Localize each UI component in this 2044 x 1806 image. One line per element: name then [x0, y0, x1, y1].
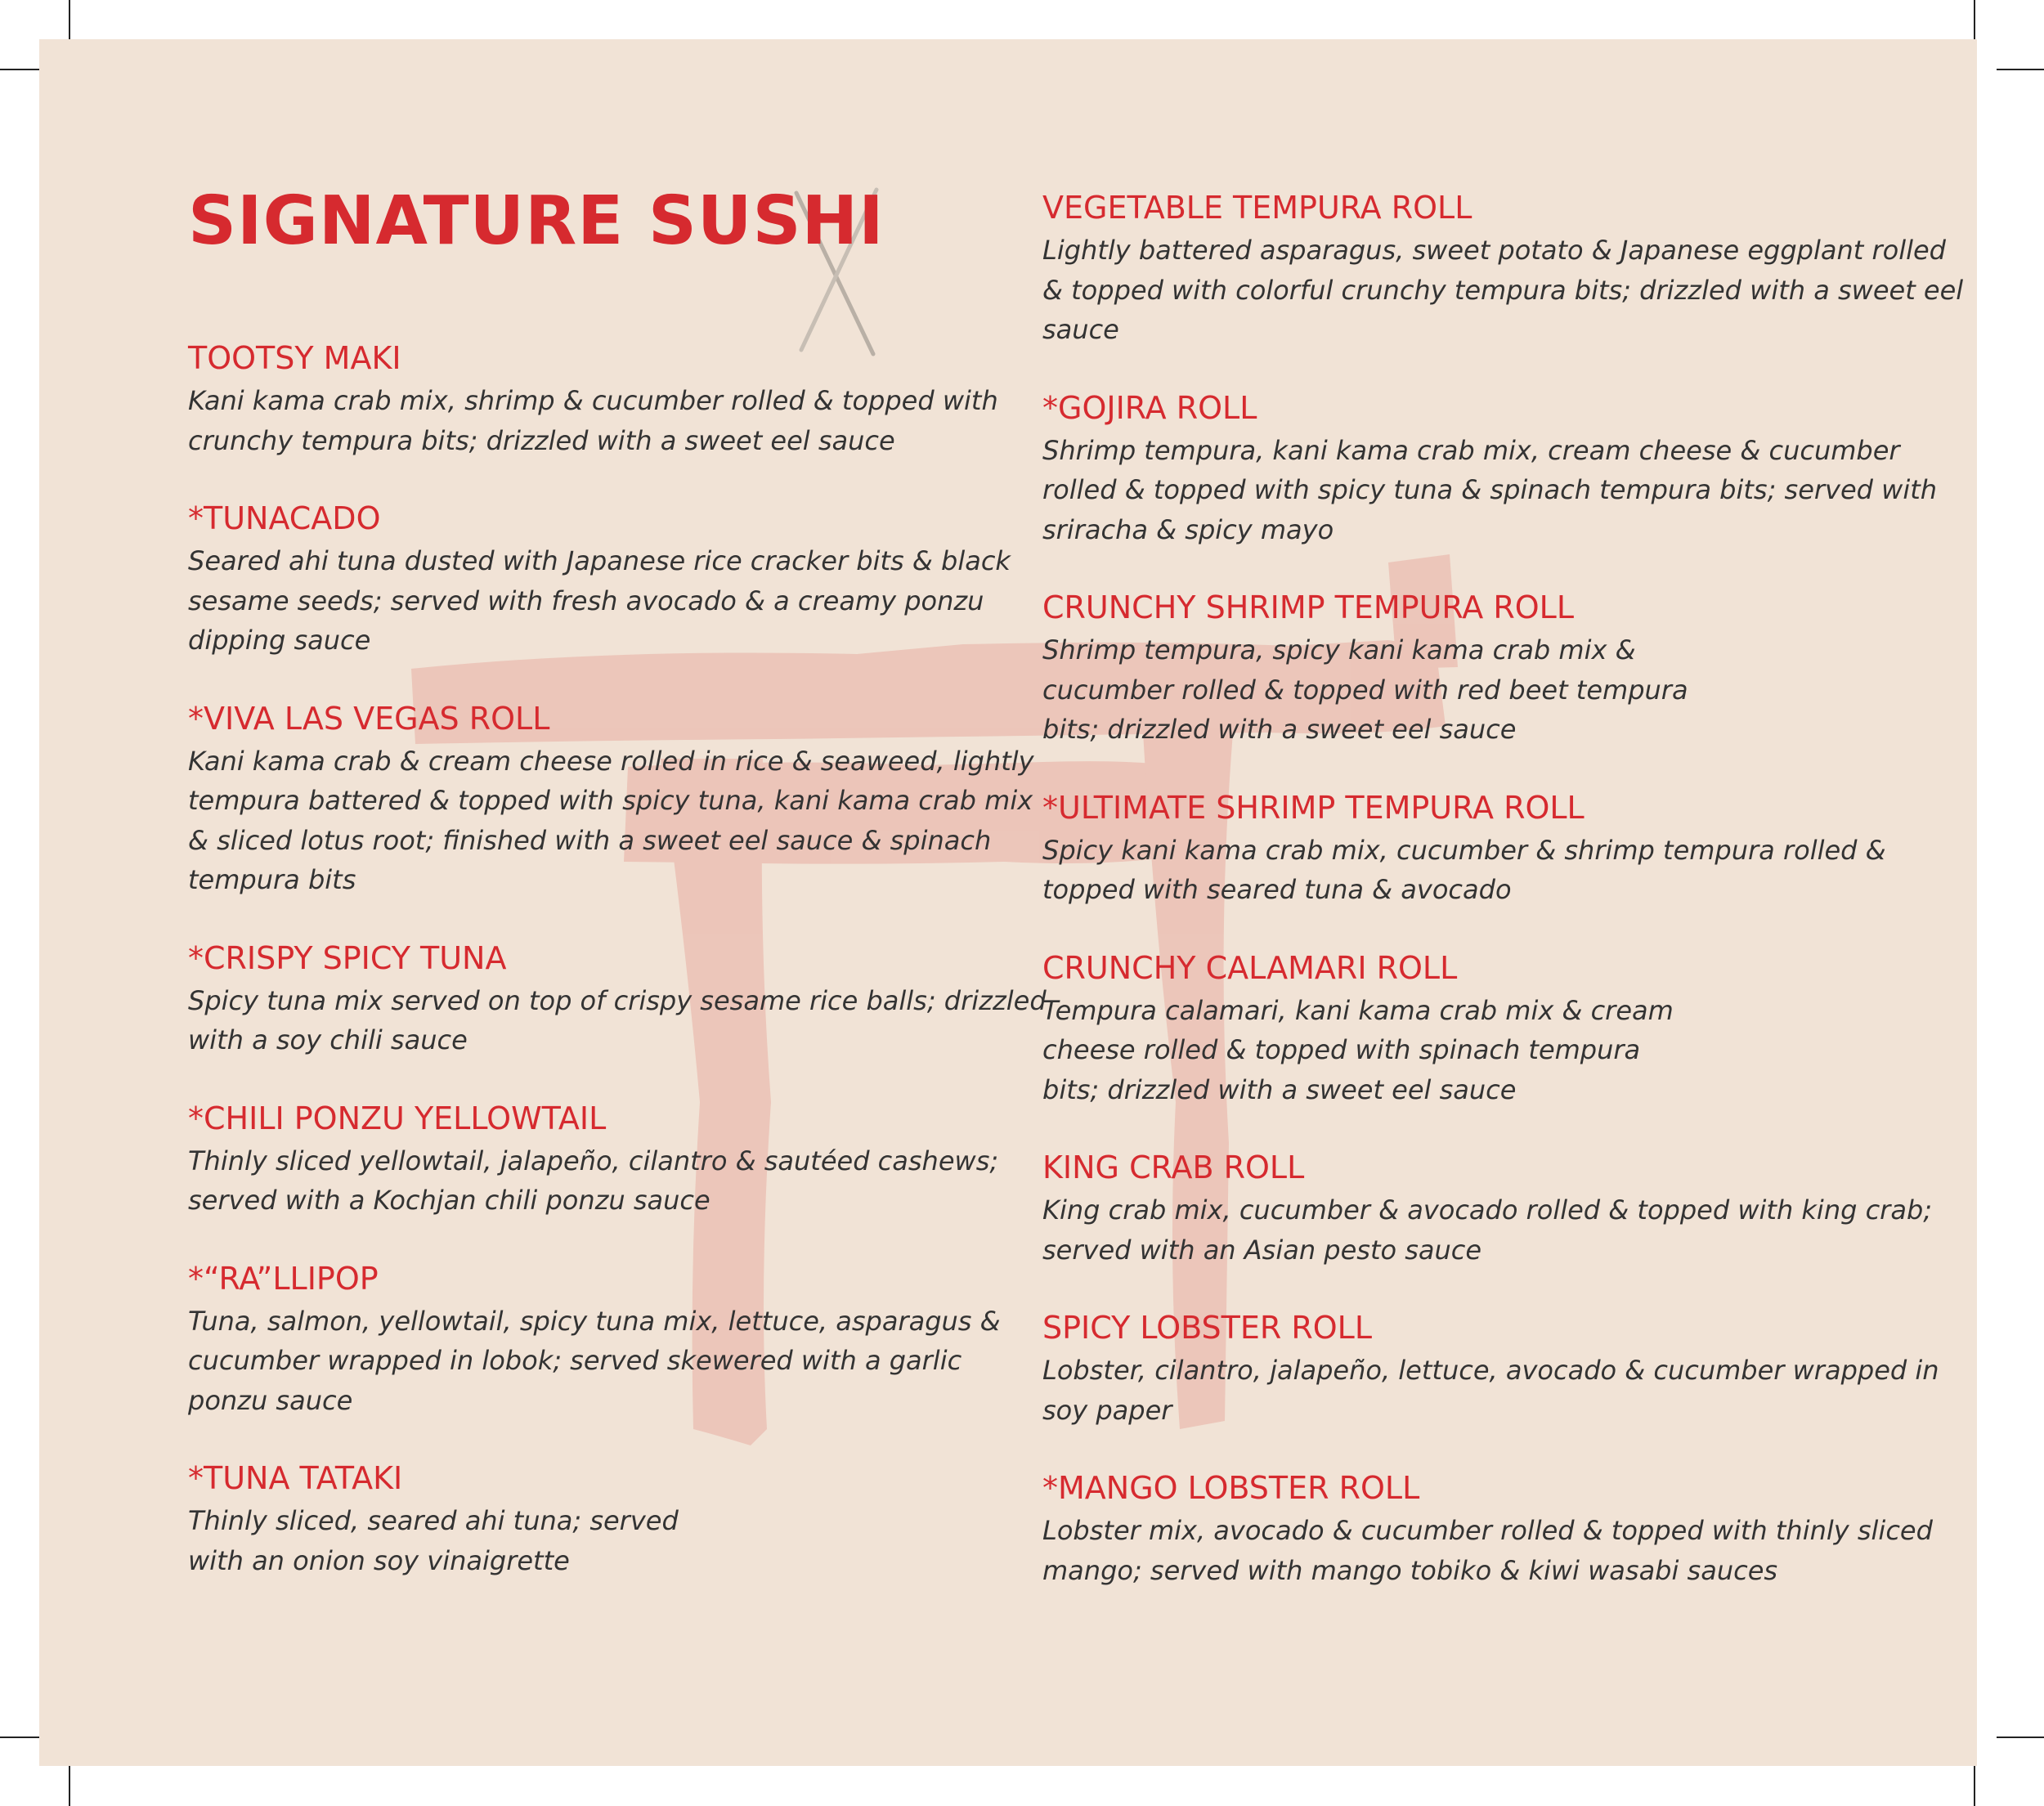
menu-item-description: Lobster, cilantro, jalapeño, lettuce, avocado & cucumber wrapped in soy paper	[1042, 1355, 1939, 1426]
menu-item-name: CRUNCHY SHRIMP TEMPURA ROLL	[1042, 589, 1574, 625]
menu-item	[1042, 388, 1966, 550]
menu-item	[1042, 1148, 1966, 1270]
menu-item	[188, 1459, 1047, 1580]
menu-item-name: *VIVA LAS VEGAS ROLL	[188, 700, 550, 737]
menu-item-description: Thinly sliced, seared ahi tuna; served with an onion soy vinaigrette	[188, 1505, 679, 1576]
menu-item-name: CRUNCHY CALAMARI ROLL	[1042, 949, 1458, 986]
menu-item	[188, 1259, 1047, 1421]
menu-item-description: Lobster mix, avocado & cucumber rolled & topped with thinly sliced mango; served with mango tobiko & kiwi wasabi sauces	[1042, 1515, 1933, 1586]
crop-mark	[1997, 1737, 2044, 1738]
menu-item-name: *CHILI PONZU YELLOWTAIL	[188, 1100, 607, 1136]
menu-item	[1042, 1308, 1966, 1430]
menu-item-name: *ULTIMATE SHRIMP TEMPURA ROLL	[1042, 789, 1585, 826]
menu-item-name: VEGETABLE TEMPURA ROLL	[1042, 190, 1472, 226]
menu-item-name: *CRISPY SPICY TUNA	[188, 939, 507, 976]
menu-item	[188, 499, 1047, 661]
crop-mark	[1997, 69, 2044, 70]
menu-item	[188, 939, 1047, 1060]
menu-item-description: Lightly battered asparagus, sweet potato & Japanese eggplant rolled & topped with colorful crunchy tempura bits; drizzled with a sweet eel sauce	[1042, 235, 1964, 345]
menu-column-left	[188, 338, 1047, 1619]
menu-item-name: *“RA”LLIPOP	[188, 1260, 379, 1297]
menu-item-name: TOOTSY MAKI	[188, 340, 401, 376]
menu-item-name: *GOJIRA ROLL	[1042, 389, 1257, 426]
menu-item-name: *MANGO LOBSTER ROLL	[1042, 1470, 1420, 1506]
menu-item-description: Spicy kani kama crab mix, cucumber & shrimp tempura rolled & topped with seared tuna & avocado	[1042, 834, 1886, 905]
menu-item-name: *TUNACADO	[188, 500, 381, 536]
menu-item-description: Shrimp tempura, spicy kani kama crab mix & cucumber rolled & topped with red beet tempura bits; drizzled with a sweet eel sauce	[1042, 634, 1688, 745]
menu-item-description: King crab mix, cucumber & avocado rolled & topped with king crab; served with an Asian pesto sauce	[1042, 1194, 1933, 1266]
menu-item	[1042, 788, 1966, 910]
menu-item-name: *TUNA TATAKI	[188, 1460, 403, 1496]
menu-item-name: KING CRAB ROLL	[1042, 1149, 1305, 1185]
menu-item	[1042, 948, 1966, 1110]
menu-item	[1042, 188, 1966, 350]
menu-item	[188, 699, 1047, 900]
menu-item-description: Spicy tuna mix served on top of crispy sesame rice balls; drizzled with a soy chili sauce	[188, 984, 1047, 1055]
menu-item-description: Tempura calamari, kani kama crab mix & cream cheese rolled & topped with spinach tempura bits; drizzled with a sweet eel sauce	[1042, 994, 1674, 1105]
page-title: SIGNATURE SUSHI	[188, 182, 885, 260]
menu-item-description: Thinly sliced yellowtail, jalapeño, cilantro & sautéed cashews; served with a Kochjan chili ponzu sauce	[188, 1145, 999, 1216]
menu-item-description: Tuna, salmon, yellowtail, spicy tuna mix, lettuce, asparagus & cucumber wrapped in lobok; served skewered with a garlic ponzu sauce	[188, 1305, 1001, 1416]
menu-item	[1042, 588, 1966, 750]
menu-item-description: Shrimp tempura, kani kama crab mix, cream cheese & cucumber rolled & topped with spicy tuna & spinach tempura bits; served with sriracha & spicy mayo	[1042, 434, 1938, 545]
menu-item	[188, 338, 1047, 460]
menu-page	[39, 39, 1977, 1766]
menu-item-description: Kani kama crab mix, shrimp & cucumber rolled & topped with crunchy tempura bits; drizzled with a sweet eel sauce	[188, 385, 998, 456]
menu-item-name: SPICY LOBSTER ROLL	[1042, 1310, 1373, 1346]
menu-column-right	[1042, 188, 1966, 1629]
menu-item-description: Seared ahi tuna dusted with Japanese rice cracker bits & black sesame seeds; served with fresh avocado & a creamy ponzu dipping sauce	[188, 545, 1011, 656]
menu-item	[1042, 1468, 1966, 1590]
menu-item-description: Kani kama crab & cream cheese rolled in rice & seaweed, lightly tempura battered & topped with spicy tuna, kani kama crab mix & sliced lotus root; finished with a sweet eel sauce & spinach tempura bits	[188, 745, 1034, 895]
menu-item	[188, 1099, 1047, 1221]
